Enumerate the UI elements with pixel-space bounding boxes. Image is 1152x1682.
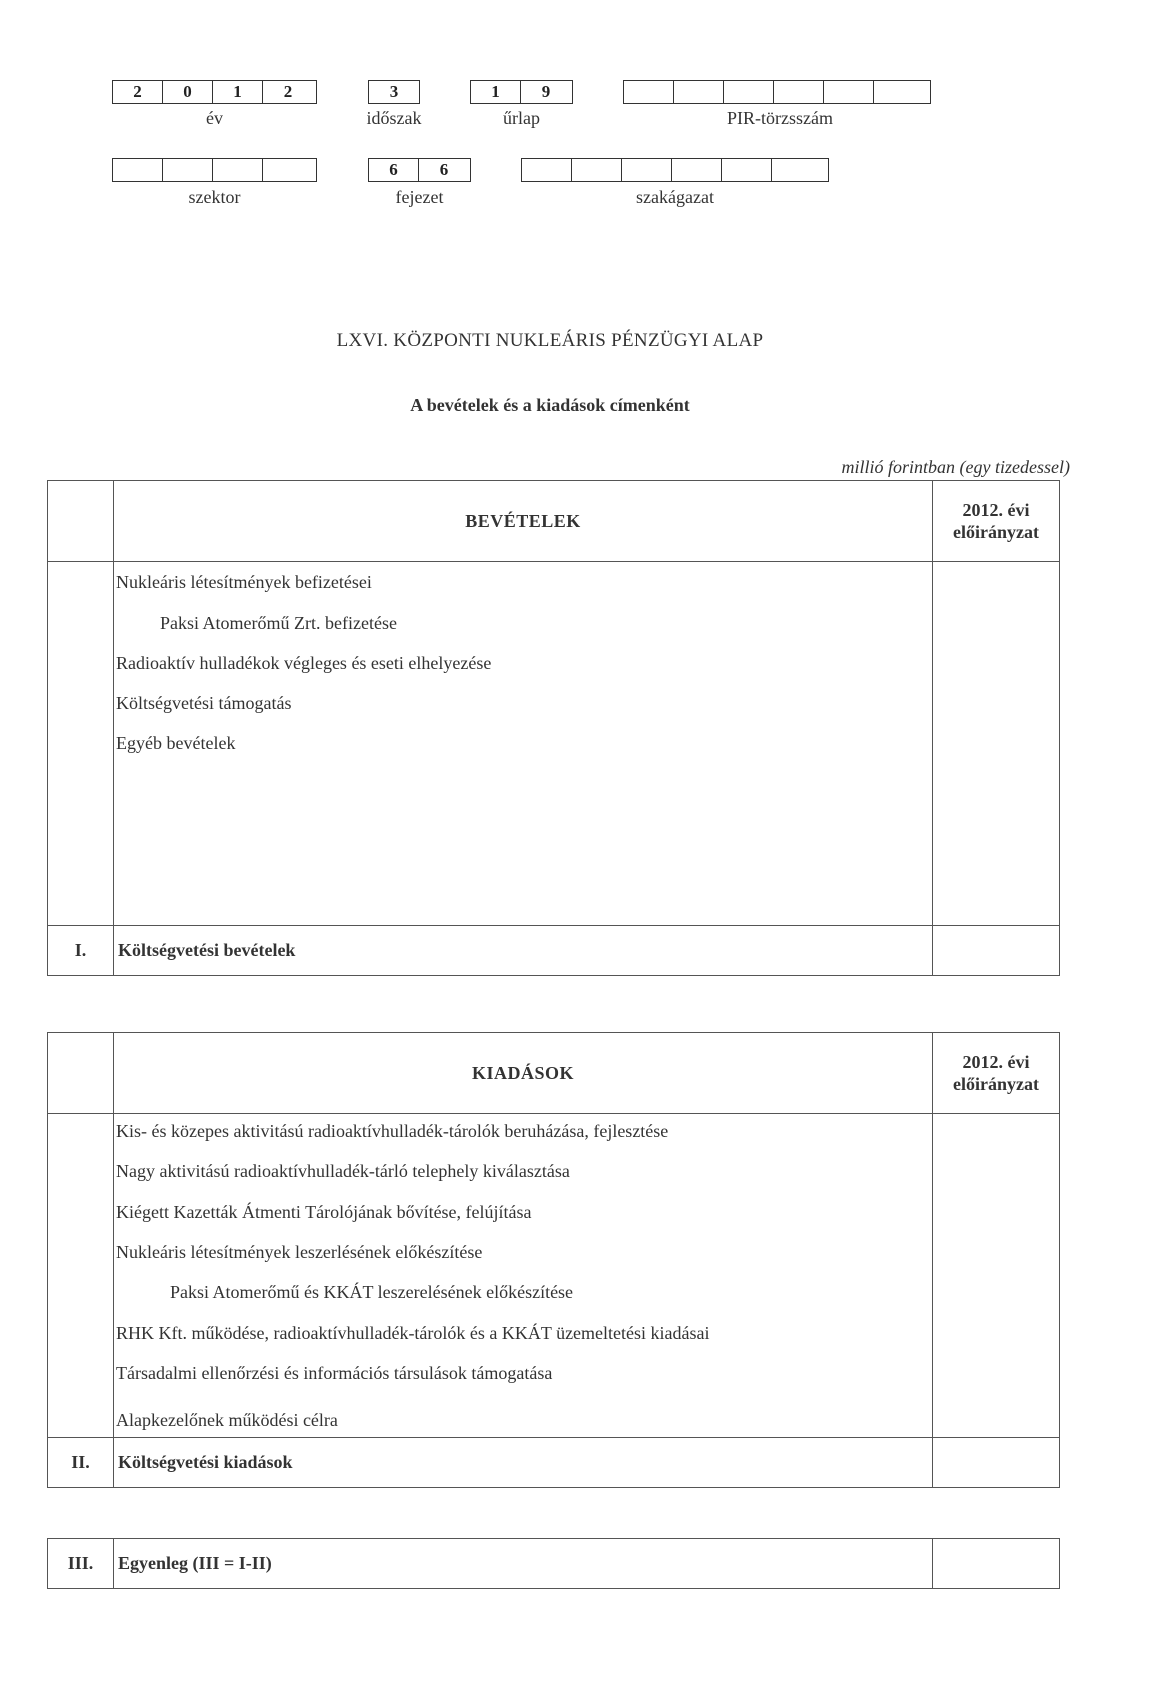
bevetelek-item: Paksi Atomerőmű Zrt. befizetése <box>160 613 397 633</box>
szakagazat-label: szakágazat <box>636 187 714 207</box>
kiadasok-item: Társadalmi ellenőrzési és információs társulások támogatása <box>116 1363 553 1383</box>
fejezet-digit[interactable]: 6 <box>439 160 449 179</box>
szektor-label: szektor <box>188 187 241 207</box>
fejezet-label: fejezet <box>395 187 444 207</box>
kiadasok-item: Nagy aktivitású radioaktívhulladék-tárló telephely kiválasztása <box>116 1161 570 1181</box>
kiadasok-total-number: II. <box>48 1438 114 1488</box>
kiadasok-item: Paksi Atomerőmű és KKÁT leszerelésének előkészítése <box>170 1282 574 1302</box>
unit-note: millió forintban (egy tizedessel) <box>841 457 1070 477</box>
idoszak-digit[interactable]: 3 <box>389 82 399 101</box>
szakagazat-digit[interactable] <box>672 159 722 181</box>
idoszak-label: időszak <box>366 108 422 128</box>
col-header-line1: 2012. évi <box>962 500 1030 520</box>
ev-label: év <box>206 108 223 128</box>
bevetelek-total-number: I. <box>48 926 114 976</box>
bevetelek-item: Radioaktív hulladékok végleges és eseti elhelyezése <box>116 653 492 673</box>
kiadasok-number-header <box>48 1033 114 1114</box>
bevetelek-col-header <box>933 481 1060 562</box>
document-title: LXVI. KÖZPONTI NUKLEÁRIS PÉNZÜGYI ALAP <box>336 330 764 351</box>
szakagazat-digit[interactable] <box>522 159 572 181</box>
szektor-digit[interactable] <box>263 159 313 181</box>
kiadasok-total-value[interactable] <box>933 1438 1060 1488</box>
pir-code-boxes[interactable] <box>623 80 931 104</box>
bevetelek-items-cell <box>114 562 933 926</box>
kiadasok-number-cell <box>48 1114 114 1438</box>
ev-digit[interactable]: 2 <box>283 82 293 101</box>
szakagazat-digit[interactable] <box>772 159 822 181</box>
ev-code-boxes[interactable] <box>112 80 317 104</box>
szektor-digit[interactable] <box>163 159 213 181</box>
kiadasok-item: Nukleáris létesítmények leszerlésének előkészítése <box>116 1242 483 1262</box>
szakagazat-digit[interactable] <box>622 159 672 181</box>
szektor-code-boxes[interactable] <box>112 158 317 182</box>
pir-digit[interactable] <box>624 81 674 103</box>
idoszak-code-boxes[interactable] <box>368 80 420 104</box>
fejezet-code-boxes[interactable] <box>368 158 471 182</box>
ev-digit[interactable]: 2 <box>113 81 163 103</box>
szakagazat-digit[interactable] <box>572 159 622 181</box>
urlap-code-boxes[interactable] <box>470 80 573 104</box>
urlap-label: űrlap <box>503 108 540 128</box>
col-header-line2: előirányzat <box>953 1074 1039 1094</box>
bevetelek-item: Egyéb bevételek <box>116 733 236 753</box>
pir-digit[interactable] <box>774 81 824 103</box>
bevetelek-total-value[interactable] <box>933 926 1060 976</box>
document-subtitle: A bevételek és a kiadások címenként <box>410 395 690 415</box>
kiadasok-total-label: Költségvetési kiadások <box>114 1438 933 1488</box>
bevetelek-value-cell[interactable] <box>933 562 1060 926</box>
kiadasok-value-cell[interactable] <box>933 1114 1060 1438</box>
egyenleg-number: III. <box>48 1539 114 1589</box>
pir-label: PIR-törzsszám <box>727 108 833 128</box>
bevetelek-number-cell <box>48 562 114 926</box>
ev-digit[interactable]: 0 <box>163 81 213 103</box>
bevetelek-total-label: Költségvetési bevételek <box>114 926 933 976</box>
egyenleg-value[interactable] <box>933 1539 1060 1589</box>
szakagazat-digit[interactable] <box>722 159 772 181</box>
kiadasok-item: Kiégett Kazetták Átmenti Tárolójának bővítése, felújítása <box>116 1202 532 1222</box>
egyenleg-table <box>47 1538 1060 1589</box>
kiadasok-item: Alapkezelőnek működési célra <box>116 1410 338 1430</box>
pir-digit[interactable] <box>674 81 724 103</box>
pir-digit[interactable] <box>824 81 874 103</box>
urlap-digit[interactable]: 9 <box>541 82 551 101</box>
kiadasok-item: RHK Kft. működése, radioaktívhulladék-tárolók és a KKÁT üzemeltetési kiadásai <box>116 1323 710 1343</box>
col-header-line1: 2012. évi <box>962 1052 1030 1072</box>
fejezet-digit[interactable]: 6 <box>369 159 419 181</box>
bevetelek-item: Nukleáris létesítmények befizetései <box>116 572 372 592</box>
bevetelek-header: BEVÉTELEK <box>114 481 933 562</box>
urlap-digit[interactable]: 1 <box>471 81 521 103</box>
szektor-digit[interactable] <box>113 159 163 181</box>
kiadasok-header: KIADÁSOK <box>114 1033 933 1114</box>
egyenleg-label: Egyenleg (III = I-II) <box>114 1539 933 1589</box>
kiadasok-col-header <box>933 1033 1060 1114</box>
col-header-line2: előirányzat <box>953 522 1039 542</box>
kiadasok-table <box>47 1032 1060 1488</box>
szektor-digit[interactable] <box>213 159 263 181</box>
ev-digit[interactable]: 1 <box>213 81 263 103</box>
bevetelek-number-header <box>48 481 114 562</box>
bevetelek-table <box>47 480 1060 976</box>
kiadasok-item: Kis- és közepes aktivitású radioaktívhulladék-tárolók beruházása, fejlesztése <box>116 1121 669 1141</box>
bevetelek-item: Költségvetési támogatás <box>116 693 292 713</box>
kiadasok-items-cell <box>114 1114 933 1438</box>
pir-digit[interactable] <box>874 81 924 103</box>
pir-digit[interactable] <box>724 81 774 103</box>
szakagazat-code-boxes[interactable] <box>521 158 829 182</box>
